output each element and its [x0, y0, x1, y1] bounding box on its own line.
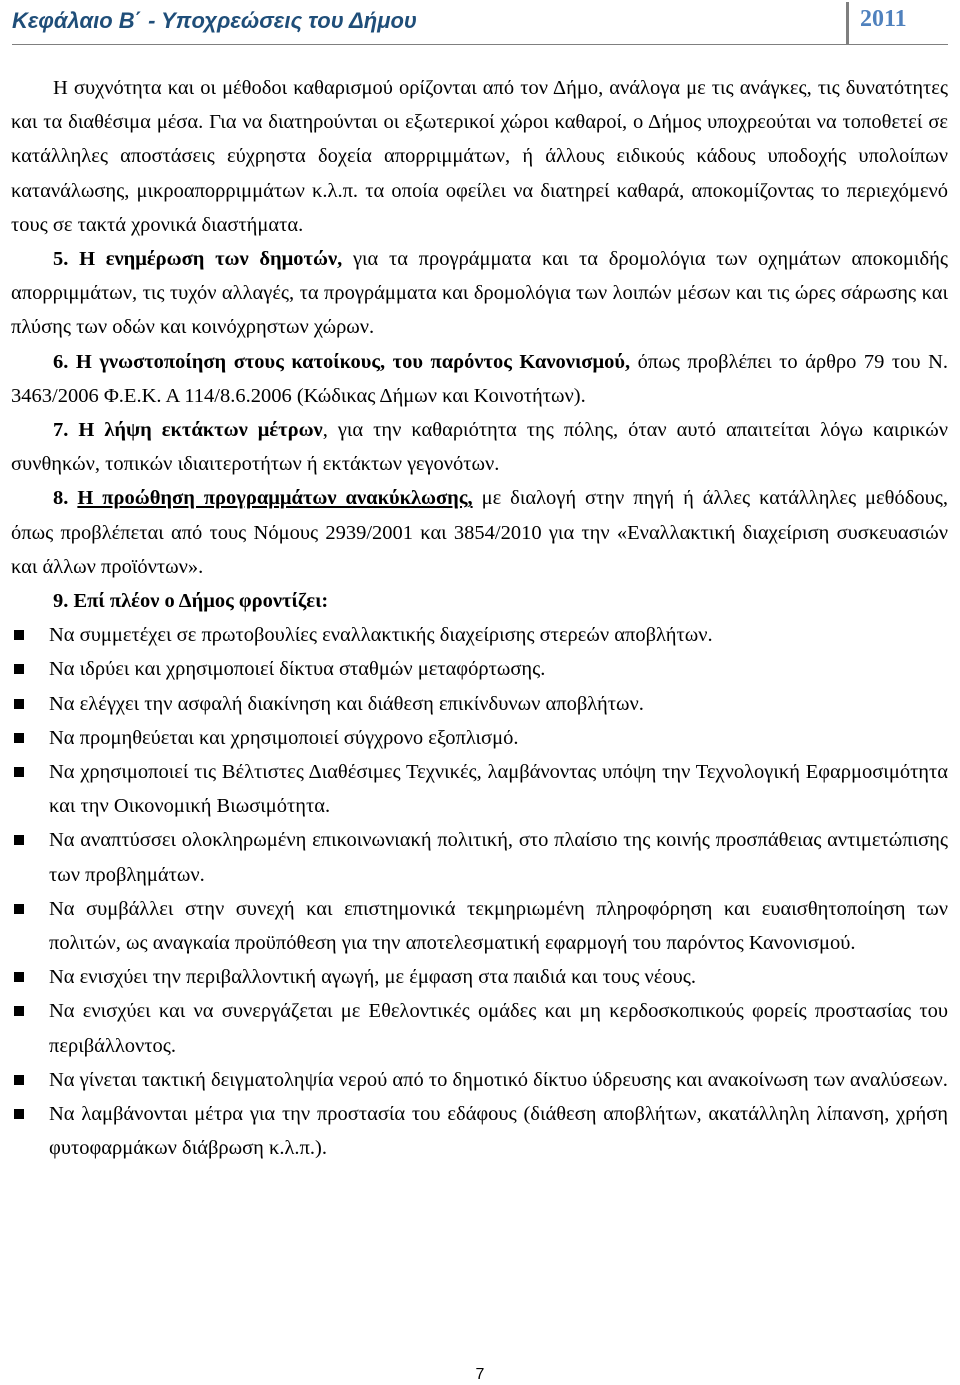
square-bullet-icon [14, 733, 24, 743]
list-item [11, 1097, 948, 1165]
list-item-text: Να προμηθεύεται και χρησιμοποιεί σύγχρονο εξοπλισμό. [49, 726, 519, 749]
item-number: 5. [53, 248, 69, 271]
header-year: 2011 [860, 6, 907, 32]
duties-list [11, 618, 948, 1165]
square-bullet-icon [14, 904, 24, 914]
item-8 [11, 481, 948, 584]
list-item [11, 687, 948, 721]
list-item-text: Να χρησιμοποιεί τις Βέλτιστες Διαθέσιμες Τεχνικές, λαμβάνοντας υπόψη την Τεχνολογική Εφαρμοσιμότητα και την Οικονομική Βιωσιμότητα. [49, 761, 948, 818]
item-heading: Η γνωστοποίηση στους κατοίκους, του παρόντος Κανονισμού, [75, 350, 631, 373]
item-number: 9. [53, 590, 69, 613]
list-item [11, 892, 948, 960]
item-6 [11, 345, 948, 413]
item-text: όπως προβλέπει το άρθρο 79 του Ν. 3463/2006 Φ.Ε.Κ. Α 114/8.6.2006 (Κώδικας Δήμων και Κοινοτήτων). [11, 350, 948, 407]
item-heading: Η λήψη εκτάκτων μέτρων [78, 419, 323, 442]
list-item [11, 994, 948, 1062]
item-text: για τα προγράμματα και τα δρομολόγια των οχημάτων αποκομιδής απορριμμάτων, τις τυχόν αλλαγές, τα προγράμματα και δρομολόγια των λοιπών μέσων και τις ώρες σάρωσης και πλύσης των οδών και κοινόχρηστων χώρων. [11, 248, 948, 339]
list-item-text: Να αναπτύσσει ολοκληρωμένη επικοινωνιακή πολιτική, στο πλαίσιο της κοινής προσπάθειας αντιμετώπισης των προβλημάτων. [49, 829, 948, 886]
item-text: , για την καθαριότητα της πόλης, όταν αυτό απαιτείται λόγω καιρικών συνθηκών, τοπικών ιδιαιτεροτήτων ή εκτάκτων γεγονότων. [11, 419, 948, 476]
square-bullet-icon [14, 972, 24, 982]
list-item-text: Να συμμετέχει σε πρωτοβουλίες εναλλακτικής διαχείρισης στερεών αποβλήτων. [49, 624, 713, 647]
item-number: 7. [53, 419, 69, 442]
item-5 [11, 242, 948, 345]
square-bullet-icon [14, 699, 24, 709]
square-bullet-icon [14, 1075, 24, 1085]
list-item [11, 652, 948, 686]
list-item-text: Να ενισχύει την περιβαλλοντική αγωγή, με έμφαση στα παιδιά και τους νέους. [49, 966, 697, 989]
square-bullet-icon [14, 664, 24, 674]
list-item-text: Να συμβάλλει στην συνεχή και επιστημονικά τεκμηριωμένη πληροφόρηση και ευαισθητοποίηση των πολιτών, ως αναγκαία προϋπόθεση για την αποτελεσματική εφαρμογή του παρόντος Κανονισμού. [49, 897, 948, 955]
list-item-text: Να ενισχύει και να συνεργάζεται με Εθελοντικές ομάδες και μη κερδοσκοπικούς φορείς προστασίας του περιβάλλοντος. [49, 1000, 948, 1057]
square-bullet-icon [14, 1006, 24, 1016]
item-9 [11, 584, 948, 618]
item-heading: Η προώθηση προγραμμάτων ανακύκλωσης, [77, 487, 473, 510]
list-item-text: Να λαμβάνονται μέτρα για την προστασία του εδάφους (διάθεση αποβλήτων, ακατάλληλη λίπανση, χρήση φυτοφαρμάκων διάβρωση κ.λ.π.). [49, 1103, 948, 1160]
list-item [11, 823, 948, 891]
list-item [11, 755, 948, 823]
list-item-text: Να ελέγχει την ασφαλή διακίνηση και διάθεση επικίνδυνων αποβλήτων. [49, 692, 644, 715]
list-item [11, 960, 948, 994]
square-bullet-icon [14, 835, 24, 845]
square-bullet-icon [14, 1109, 24, 1119]
square-bullet-icon [14, 630, 24, 640]
chapter-title: Κεφάλαιο Β΄ - Υποχρεώσεις του Δήμου [12, 8, 417, 33]
item-text: με διαλογή στην πηγή ή άλλες κατάλληλες μεθόδους, όπως προβλέπεται από τους Νόμους 2939/2001 και 3854/2010 για την «Εναλλακτική διαχείριση συσκευασιών και άλλων προϊόντων». [11, 487, 949, 578]
list-item [11, 1063, 948, 1097]
item-heading: Η ενημέρωση των δημοτών, [79, 248, 343, 271]
header-divider [846, 2, 849, 44]
list-item-text: Να ιδρύει και χρησιμοποιεί δίκτυα σταθμών μεταφόρτωσης. [49, 658, 546, 681]
page-number: 7 [475, 1366, 485, 1383]
list-item [11, 721, 948, 755]
item-heading: Επί πλέον ο Δήμος φροντίζει: [73, 590, 329, 613]
item-number: 8. [53, 487, 69, 510]
item-number: 6. [53, 350, 69, 373]
item-7 [11, 413, 948, 481]
document-body [11, 71, 948, 1166]
list-item [11, 618, 948, 652]
list-item-text: Να γίνεται τακτική δειγματοληψία νερού από το δημοτικό δίκτυο ύδρευσης και ανακοίνωση των αναλύσεων. [49, 1068, 948, 1091]
intro-paragraph: Η συχνότητα και οι μέθοδοι καθαρισμού ορίζονται από τον Δήμο, ανάλογα με τις ανάγκες, τις δυνατότητες και τα διαθέσιμα μέσα. Για να διατηρούνται οι εξωτερικοί χώροι καθαροί, ο Δήμος υποχρεούται να τοποθετεί σε κατάλληλες αποστάσεις εύχρηστα δοχεία απορριμμάτων, ή άλλους ειδικούς κάδους υποδοχής υπολοίπων κατανάλωσης, μικροαπορριμμάτων κ.λ.π. τα οποία οφείλει να διατηρεί καθαρά, αποκομίζοντας το περιεχόμενό τους σε τακτά χρονικά διαστήματα. [11, 77, 948, 236]
square-bullet-icon [14, 767, 24, 777]
page-header [12, 0, 948, 45]
